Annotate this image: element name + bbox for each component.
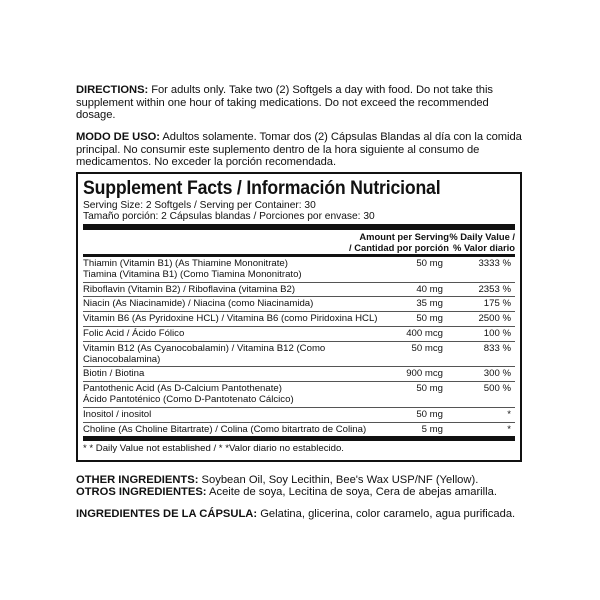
nutrient-row (83, 408, 515, 423)
nutrient-amount: 50 mg (416, 408, 443, 420)
directions-paragraph (76, 84, 528, 122)
nutrient-name: Vitamin B12 (As Cyanocobalamin) / Vitamina B12 (Como Cianocobalamina) (83, 342, 326, 365)
nutrient-daily-value: 300 % (483, 368, 511, 380)
nutrient-amount: 50 mg (416, 313, 443, 325)
directions-label: DIRECTIONS: (76, 84, 149, 96)
serving-size-es: Tamaño porción: 2 Cápsulas blandas / Porciones por envase: 30 (83, 211, 375, 222)
other-ingredients (76, 474, 536, 487)
capsule-ingredients-text: Gelatina, glicerina, color caramelo, agua purificada. (257, 508, 516, 520)
facts-title: Supplement Facts / Información Nutricional (83, 178, 441, 199)
modo-de-uso-text: Adultos solamente. Tomar dos (2) Cápsulas Blandas al día con la comida principal. No consumir este suplemento dentro de la hora siguiente al consumo de medicamentos. No exceder la porción recomendada. (76, 131, 522, 169)
nutrient-daily-value: 175 % (483, 298, 511, 310)
header-daily-value: % Daily Value / % Valor diario (449, 231, 515, 253)
nutrient-daily-value: 500 % (483, 383, 511, 395)
capsule-ingredients (76, 508, 536, 521)
modo-de-uso-paragraph (76, 131, 528, 169)
capsule-ingredients-label: INGREDIENTES DE LA CÁPSULA: (76, 508, 258, 520)
nutrient-amount: 50 mg (416, 383, 443, 395)
nutrient-amount: 40 mg (416, 283, 443, 295)
nutrient-name: Niacin (As Niacinamide) / Niacina (como Niacinamida) (83, 298, 314, 310)
facts-header (83, 230, 515, 254)
nutrient-amount: 35 mg (416, 298, 443, 310)
nutrient-daily-value: 2500 % (478, 313, 511, 325)
nutrient-row (83, 367, 515, 382)
nutrient-name: Pantothenic Acid (As D-Calcium Pantothenate) Ácido Pantoténico (Como D-Pantotenato Cálcico) (83, 383, 294, 405)
nutrient-daily-value: 2353 % (478, 283, 511, 295)
nutrient-name: Folic Acid / Ácido Fólico (83, 327, 185, 339)
nutrient-row (83, 423, 515, 442)
nutrient-row (83, 297, 515, 312)
nutrient-name: Riboflavin (Vitamin B2) / Riboflavina (vitamina B2) (83, 283, 296, 295)
nutrient-daily-value: 100 % (483, 327, 511, 339)
otros-ingredientes-text: Aceite de soya, Lecitina de soya, Cera de abejas amarilla. (206, 486, 497, 498)
nutrient-amount: 5 mg (421, 423, 443, 435)
nutrient-daily-value: * (507, 408, 511, 420)
serving-size-en: Serving Size: 2 Softgels / Serving per Container: 30 (83, 200, 316, 211)
nutrient-amount: 50 mcg (411, 342, 443, 354)
directions-text: For adults only. Take two (2) Softgels a day with food. Do not take this supplement within one hour of taking medications. Do not exceed the recommended dosage. (76, 84, 493, 122)
header-amount: Amount per Serving / Cantidad por porción (349, 231, 449, 253)
nutrient-name: Inositol / inositol (83, 408, 152, 420)
footnote: * * Daily Value not established / * *Valor diario no establecido. (83, 443, 344, 455)
nutrient-row (83, 382, 515, 408)
other-ingredients-text: Soybean Oil, Soy Lecithin, Bee's Wax USP/NF (Yellow). (198, 474, 479, 486)
nutrient-name: Thiamin (Vitamin B1) (As Thiamine Mononitrate) Tiamina (Vitamina B1) (Como Tiamina Mononitrato) (83, 258, 302, 280)
nutrient-name: Choline (As Choline Bitartrate) / Colina (Como bitartrato de Colina) (83, 423, 367, 435)
modo-de-uso-label: MODO DE USO: (76, 131, 160, 143)
supplement-facts-panel (76, 172, 522, 462)
nutrient-amount: 900 mcg (406, 368, 443, 380)
nutrient-amount: 50 mg (416, 258, 443, 269)
other-ingredients-label: OTHER INGREDIENTS: (76, 474, 199, 486)
nutrient-name: Vitamin B6 (As Pyridoxine HCL) / Vitamina B6 (como Piridoxina HCL) (83, 313, 378, 325)
nutrient-name: Biotin / Biotina (83, 368, 145, 380)
nutrient-daily-value: 833 % (483, 342, 511, 354)
nutrient-row (83, 342, 515, 368)
nutrient-row (83, 257, 515, 283)
otros-ingredientes-label: OTROS INGREDIENTES: (76, 486, 207, 498)
otros-ingredientes (76, 486, 536, 499)
nutrient-row (83, 327, 515, 342)
nutrient-daily-value: 3333 % (478, 258, 511, 269)
nutrient-amount: 400 mcg (406, 327, 443, 339)
nutrient-row (83, 312, 515, 327)
nutrient-daily-value: * (507, 423, 511, 435)
nutrient-row (83, 283, 515, 298)
nutrient-rows (83, 257, 515, 441)
